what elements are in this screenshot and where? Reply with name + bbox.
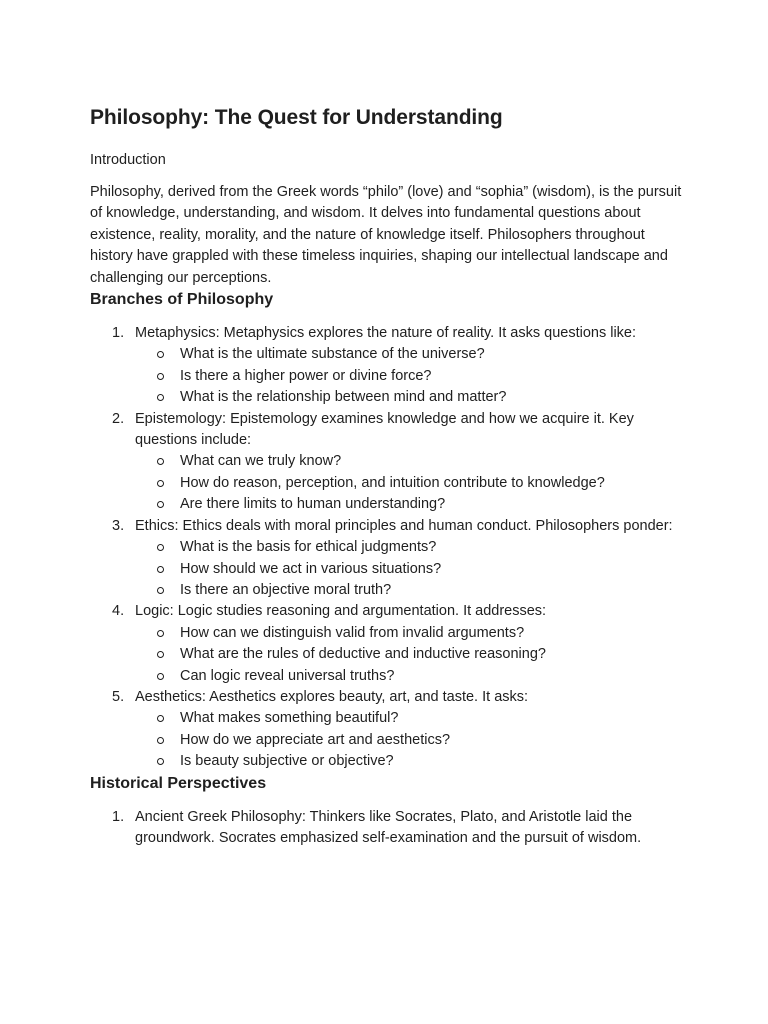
hollow-circle-bullet-icon — [157, 544, 164, 551]
hollow-circle-bullet-icon — [157, 373, 164, 380]
intro-label: Introduction — [90, 152, 166, 168]
sub-list-item — [135, 537, 680, 558]
list-number: 2. — [112, 410, 125, 427]
sub-item-text: What makes something beautiful? — [180, 710, 399, 727]
branch-item-logic — [90, 601, 680, 687]
intro-paragraph: Philosophy, derived from the Greek words “philo” (love) and “sophia” (wisdom), is the pursuit of knowledge, understanding, and wisdom. It delves into fundamental questions about existence, reality, morality, and the nature of knowledge itself. Philosophers throughout history have grappled with these timeless inquiries, shaping our intellectual landscape and challenging our perceptions. — [90, 184, 682, 286]
hollow-circle-bullet-icon — [157, 630, 164, 637]
sub-list — [135, 344, 680, 408]
sub-item-text: What is the basis for ethical judgments? — [180, 539, 437, 556]
sub-item-text: What are the rules of deductive and inductive reasoning? — [180, 646, 546, 663]
sub-list-item — [135, 623, 680, 644]
hollow-circle-bullet-icon — [157, 758, 164, 765]
history-heading: Historical Perspectives — [90, 774, 267, 792]
sub-list-item — [135, 366, 680, 387]
document-title: Philosophy: The Quest for Understanding — [90, 106, 503, 129]
sub-list-item — [135, 387, 680, 408]
branch-item-aesthetics — [90, 687, 680, 773]
hollow-circle-bullet-icon — [157, 566, 164, 573]
branch-text: Logic: Logic studies reasoning and argumentation. It addresses: — [135, 603, 547, 620]
sub-item-text: How do reason, perception, and intuition contribute to knowledge? — [180, 474, 605, 491]
hollow-circle-bullet-icon — [157, 480, 164, 487]
list-number: 3. — [112, 517, 125, 534]
list-number: 1. — [112, 808, 125, 825]
sub-list — [135, 623, 680, 687]
sub-item-text: Is there a higher power or divine force? — [180, 367, 432, 384]
sub-item-text: Is beauty subjective or objective? — [180, 753, 394, 770]
hollow-circle-bullet-icon — [157, 587, 164, 594]
hollow-circle-bullet-icon — [157, 651, 164, 658]
hollow-circle-bullet-icon — [157, 737, 164, 744]
hollow-circle-bullet-icon — [157, 394, 164, 401]
sub-list-item — [135, 751, 680, 772]
hollow-circle-bullet-icon — [157, 351, 164, 358]
hollow-circle-bullet-icon — [157, 458, 164, 465]
branches-heading: Branches of Philosophy — [90, 291, 274, 309]
hollow-circle-bullet-icon — [157, 715, 164, 722]
sub-list — [135, 708, 680, 772]
sub-list-item — [135, 494, 680, 515]
sub-item-text: How can we distinguish valid from invalid arguments? — [180, 624, 525, 641]
sub-list-item — [135, 730, 680, 751]
branch-text: Epistemology: Epistemology examines knowledge and how we acquire it. Key questions include: — [135, 410, 634, 449]
sub-item-text: Can logic reveal universal truths? — [180, 667, 395, 684]
hollow-circle-bullet-icon — [157, 501, 164, 508]
branches-list — [90, 323, 680, 773]
sub-list — [135, 451, 680, 515]
sub-list — [135, 537, 680, 601]
sub-list-item — [135, 559, 680, 580]
list-number: 4. — [112, 603, 125, 620]
sub-list-item — [135, 451, 680, 472]
list-number: 5. — [112, 688, 125, 705]
history-list — [90, 807, 680, 850]
sub-list-item — [135, 344, 680, 365]
sub-item-text: How should we act in various situations? — [180, 560, 442, 577]
sub-list-item — [135, 644, 680, 665]
branch-text: Aesthetics: Aesthetics explores beauty, art, and taste. It asks: — [135, 688, 529, 705]
sub-item-text: How do we appreciate art and aesthetics? — [180, 731, 451, 748]
hollow-circle-bullet-icon — [157, 673, 164, 680]
sub-item-text: What is the ultimate substance of the universe? — [180, 346, 485, 363]
branch-item-ethics — [90, 516, 680, 602]
branch-text: Ethics: Ethics deals with moral principles and human conduct. Philosophers ponder: — [135, 517, 673, 534]
history-item-ancient-greek — [90, 807, 680, 850]
sub-list-item — [135, 473, 680, 494]
sub-list-item — [135, 580, 680, 601]
branch-text: Metaphysics: Metaphysics explores the nature of reality. It asks questions like: — [135, 325, 637, 342]
sub-item-text: Are there limits to human understanding? — [180, 496, 446, 513]
branch-item-metaphysics — [90, 323, 680, 409]
list-number: 1. — [112, 325, 125, 342]
sub-item-text: What is the relationship between mind and matter? — [180, 389, 507, 406]
history-text: Ancient Greek Philosophy: Thinkers like Socrates, Plato, and Aristotle laid the groundwork. Socrates emphasized self-examination and the pursuit of wisdom. — [135, 808, 642, 846]
sub-item-text: Is there an objective moral truth? — [180, 581, 392, 598]
branch-item-epistemology — [90, 409, 680, 516]
sub-list-item — [135, 708, 680, 729]
sub-list-item — [135, 666, 680, 687]
sub-item-text: What can we truly know? — [180, 453, 342, 470]
